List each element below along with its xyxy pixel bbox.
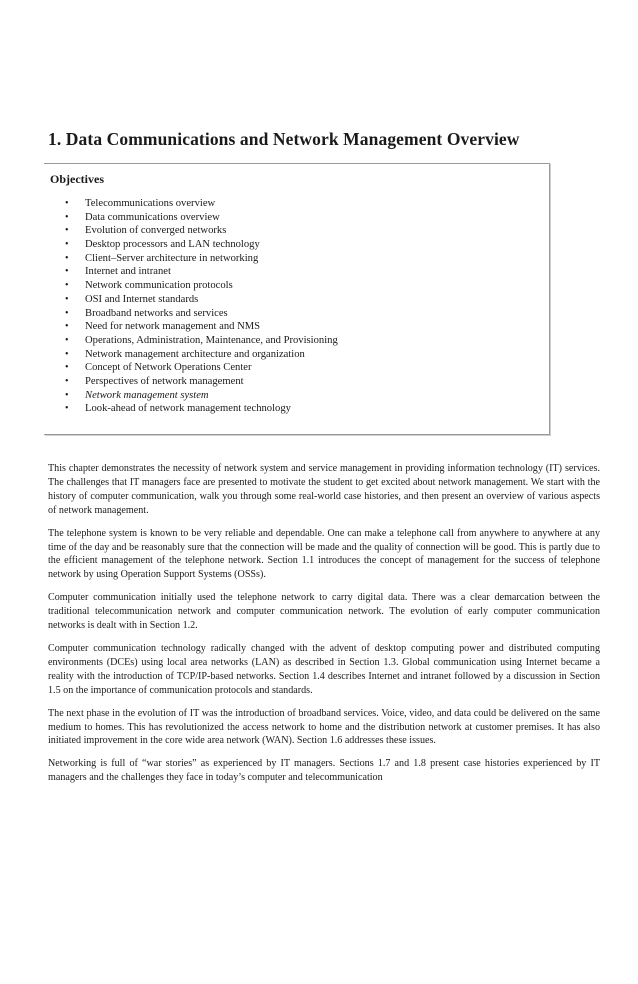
- bullet-icon: •: [65, 280, 69, 292]
- objectives-heading: Objectives: [50, 172, 104, 186]
- objective-item: • Telecommunications overview: [65, 198, 216, 209]
- objective-item: • Perspectives of network management: [65, 375, 244, 387]
- objective-item: • Operations, Administration, Maintenance, and Provisioning: [65, 334, 338, 346]
- body-paragraph: Networking is full of “war stories” as experienced by IT managers. Sections 1.7 and 1.8 present case histories experienced by IT managers and the challenges they face in today’s computer and telecommunication: [48, 758, 600, 784]
- chapter-title: 1. Data Communications and Network Management Overview: [48, 129, 520, 149]
- chapter-body: [48, 462, 600, 794]
- objective-item: • Network management architecture and organization: [65, 348, 305, 360]
- bullet-icon: •: [65, 293, 69, 305]
- objective-item: • Data communications overview: [65, 211, 220, 223]
- bullet-icon: •: [65, 198, 69, 209]
- objective-item: • Look-ahead of network management technology: [65, 403, 291, 415]
- objective-item: • Network communication protocols: [65, 280, 233, 292]
- objective-item: • Internet and intranet: [65, 266, 171, 278]
- objective-item: • Client–Server architecture in networking: [65, 252, 259, 264]
- bullet-icon: •: [65, 403, 69, 415]
- body-paragraph: Computer communication technology radically changed with the advent of desktop computing power and distributed computing environments (DCEs) using local area networks (LAN) as described in Section 1.3. Global communication using Internet became a reality with the introduction of TCP/IP-based networks. Section 1.4 describes Internet and intranet followed by a discussion in Section 1.5 on the importance of communication protocols and standards.: [48, 642, 600, 696]
- objective-item: • Evolution of converged networks: [65, 225, 227, 237]
- bullet-icon: •: [65, 389, 69, 401]
- bullet-icon: •: [65, 266, 69, 278]
- objective-item: • Need for network management and NMS: [65, 321, 261, 333]
- bullet-icon: •: [65, 225, 69, 237]
- bullet-icon: •: [65, 348, 69, 360]
- body-paragraph: The telephone system is known to be very reliable and dependable. One can make a telephone call from anywhere to anywhere at any time of the day and be reasonably sure that the connection will be made and the quality of connection will be good. This is partly due to the efficient management of the telephone network. Section 1.1 introduces the concept of management for the success of telephone network by using Operation Support Systems (OSSs).: [48, 527, 600, 581]
- objective-item: • Broadband networks and services: [65, 307, 228, 319]
- body-paragraph: This chapter demonstrates the necessity of network system and service management in providing information technology (IT) services. The challenges that IT managers face are presented to motivate the student to get excited about network management. We start with the history of computer communication, walk you through some real-world case histories, and then present an overview of various aspects of network management.: [48, 463, 600, 516]
- bullet-icon: •: [65, 362, 69, 374]
- body-paragraph: Computer communication initially used the telephone network to carry digital data. There was a clear demarcation between the traditional telecommunication network and computer communication network. The evolution of early computer communication networks is dealt with in Section 1.2.: [48, 592, 600, 632]
- objectives-box: [44, 163, 550, 435]
- objective-item: • OSI and Internet standards: [65, 293, 199, 305]
- bullet-icon: •: [65, 334, 69, 346]
- bullet-icon: •: [65, 375, 69, 387]
- objective-item: • Network management system: [65, 389, 209, 401]
- body-paragraph: The next phase in the evolution of IT was the introduction of broadband services. Voice, video, and data could be delivered on the same medium to homes. This has revolutionized the access network to home and the distribution network at customer premises. It has also initiated improvement in the core wide area network (WAN). Section 1.6 addresses these issues.: [48, 707, 600, 747]
- objectives-list: [44, 197, 338, 416]
- objective-item: • Desktop processors and LAN technology: [65, 239, 260, 251]
- bullet-icon: •: [65, 321, 69, 333]
- bullet-icon: •: [65, 252, 69, 264]
- bullet-icon: •: [65, 307, 69, 319]
- bullet-icon: •: [65, 239, 69, 251]
- bullet-icon: •: [65, 211, 69, 223]
- objective-item: • Concept of Network Operations Center: [65, 362, 252, 374]
